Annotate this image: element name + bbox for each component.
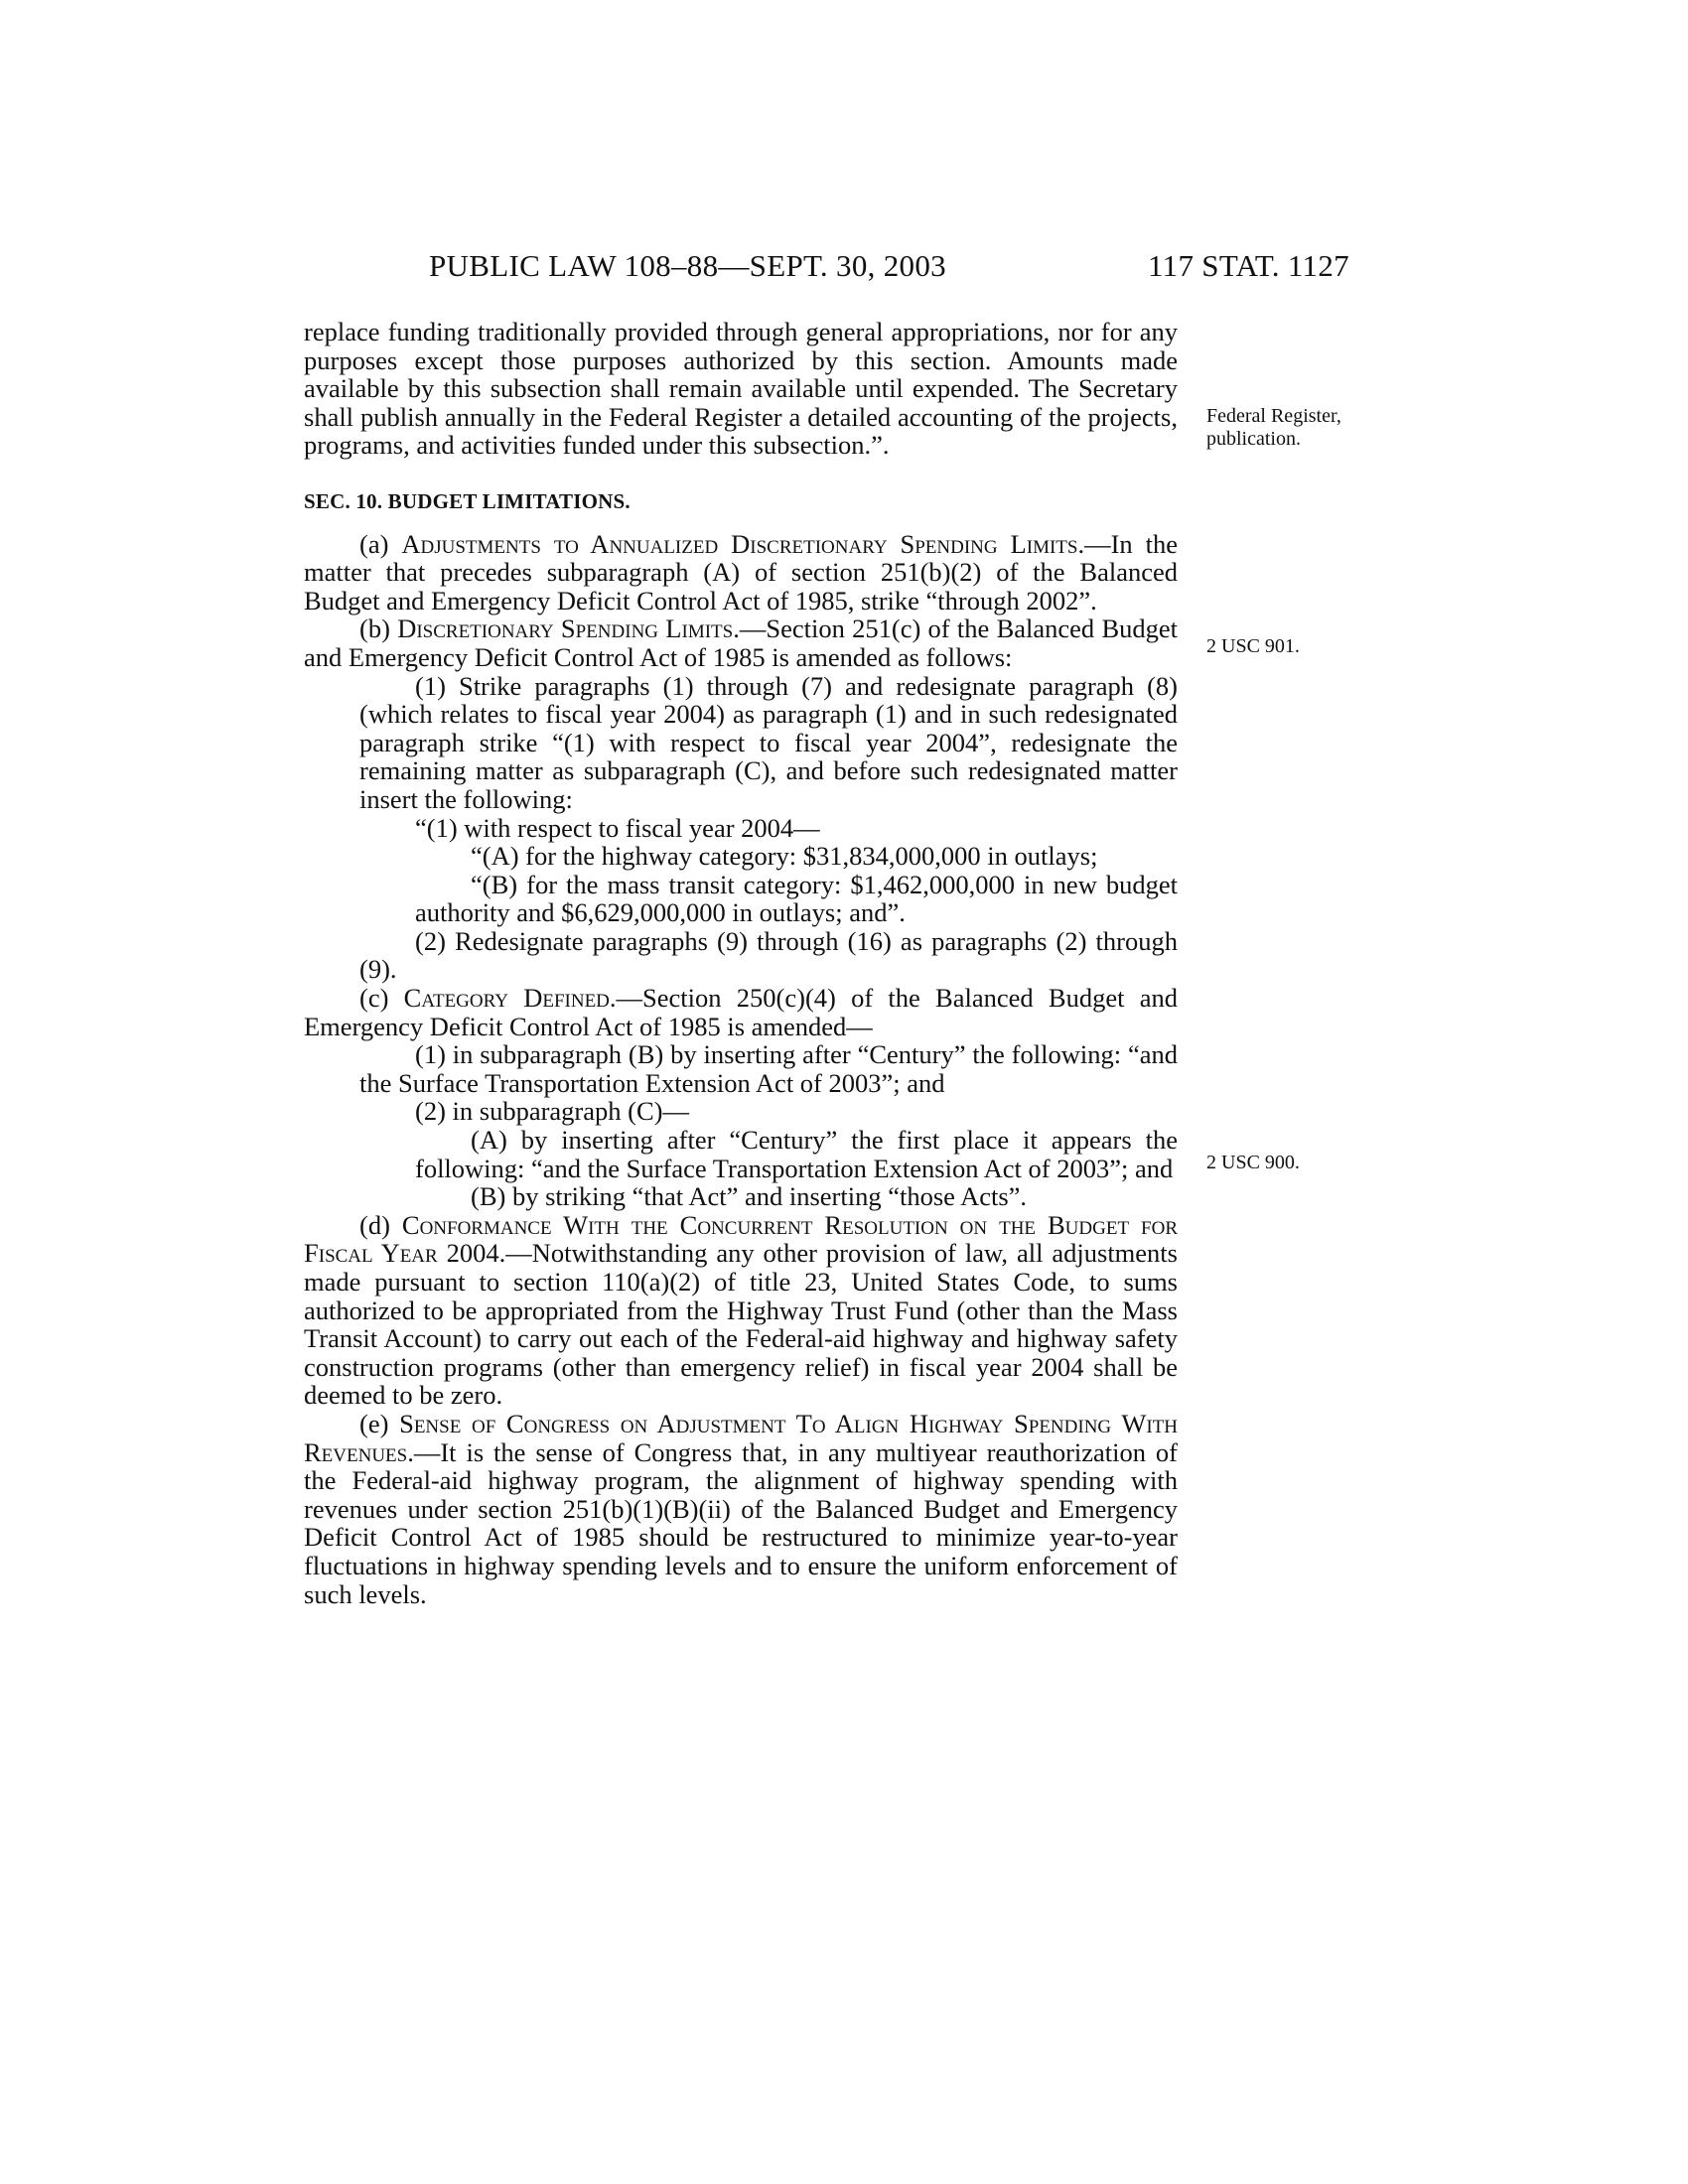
subsection-a-caption: Adjustments to Annualized Discretionary Spending Limits. <box>401 528 1085 559</box>
subsection-c-subparagraph-a: (A) by inserting after “Century” the first place it appears the following: “and the Surface Transportation Extension Act of 2003”; and <box>415 1125 1178 1183</box>
subsection-b-quoted-1: “(1) with respect to fiscal year 2004— <box>415 812 820 843</box>
subsection-a-label: (a) <box>359 528 402 559</box>
subsection-e-label: (e) <box>359 1408 400 1438</box>
subsection-a-text: —In the matter that precedes subparagraph (A) of section 251(b)(2) of the Balanced Budget and Emergency Deficit Control Act of 1985, strike “through 2002”. <box>304 528 1178 615</box>
subsection-a <box>304 530 1178 615</box>
subsection-d <box>304 1211 1178 1410</box>
margin-note-line: Federal Register, <box>1206 405 1341 427</box>
subsection-b-label: (b) <box>359 614 398 644</box>
subsection-b-caption: Discretionary Spending Limits. <box>397 614 740 644</box>
margin-note-federal-register <box>1206 405 1341 451</box>
page-header-stat: 117 STAT. 1127 <box>1148 248 1349 283</box>
subsection-e <box>304 1410 1178 1608</box>
subsection-b-text: —Section 251(c) of the Balanced Budget and Emergency Deficit Control Act of 1985 is amended as follows: <box>304 614 1178 672</box>
subsection-e-text: —It is the sense of Congress that, in any multiyear reauthorization of the Federal-aid highway program, the alignment of highway spending with revenues under section 251(b)(1)(B)(ii) of the Balanced Budget and Emergency Deficit Control Act of 1985 should be restructured to minimize year-to-year fluctuations in highway spending levels and to ensure the uniform enforcement of such levels. <box>304 1436 1178 1609</box>
subsection-c-label: (c) <box>359 983 404 1014</box>
subsection-e-caption: Sense of Congress on Adjustment To Align Highway Spending With Revenues. <box>304 1408 1178 1467</box>
document-body <box>304 318 1178 1608</box>
subsection-c <box>304 984 1178 1040</box>
subsection-b-quoted-a: “(A) for the highway category: $31,834,000,000 in outlays; <box>471 841 1098 872</box>
subsection-b-paragraph-1: (1) Strike paragraphs (1) through (7) and redesignate paragraph (8) (which relates to fiscal year 2004) as paragraph (1) and in such redesignated paragraph strike “(1) with respect to fiscal year 2004”, redesignate the remaining matter as subparagraph (C), and before such redesignated matter insert the following: <box>359 670 1178 814</box>
intro-paragraph: replace funding traditionally provided through general appropriations, nor for any purposes except those purposes authorized by this section. Amounts made available by this subsection shall remain available until expended. The Secretary shall publish annually in the Federal Register a detailed accounting of the projects, programs, and activities funded under this subsection.”. <box>304 317 1178 461</box>
subsection-c-subparagraph-b: (B) by striking “that Act” and inserting “those Acts”. <box>471 1181 1028 1212</box>
subsection-c-paragraph-1: (1) in subparagraph (B) by inserting after “Century” the following: “and the Surface Transportation Extension Act of 2003”; and <box>359 1039 1178 1098</box>
section-heading: SEC. 10. BUDGET LIMITATIONS. <box>304 488 631 513</box>
subsection-b-paragraph-2: (2) Redesignate paragraphs (9) through (16) as paragraphs (2) through (9). <box>359 925 1178 985</box>
subsection-c-text: —Section 250(c)(4) of the Balanced Budget and Emergency Deficit Control Act of 1985 is amended— <box>304 983 1178 1041</box>
subsection-d-caption: Conformance With the Concurrent Resolution on the Budget for Fiscal Year 2004. <box>304 1209 1179 1269</box>
subsection-b <box>304 614 1178 671</box>
subsection-d-label: (d) <box>359 1209 402 1240</box>
margin-note-2-usc-901: 2 USC 901. <box>1206 635 1300 657</box>
margin-note-line: publication. <box>1206 428 1301 450</box>
margin-note-2-usc-900: 2 USC 900. <box>1206 1152 1300 1173</box>
subsection-c-paragraph-2: (2) in subparagraph (C)— <box>415 1096 689 1127</box>
subsection-d-text: —Notwithstanding any other provision of law, all adjustments made pursuant to section 110(a)(2) of title 23, United States Code, to sums authorized to be appropriated from the Highway Trust Fund (other than the Mass Transit Account) to carry out each of the Federal-aid highway and highway safety construction programs (other than emergency relief) in fiscal year 2004 shall be deemed to be zero. <box>304 1238 1178 1411</box>
page-header-title: PUBLIC LAW 108–88—SEPT. 30, 2003 <box>429 248 946 283</box>
subsection-c-caption: Category Defined. <box>403 983 617 1014</box>
subsection-b-quoted-b: “(B) for the mass transit category: $1,462,000,000 in new budget authority and $6,629,000,000 in outlays; and”. <box>415 869 1178 928</box>
